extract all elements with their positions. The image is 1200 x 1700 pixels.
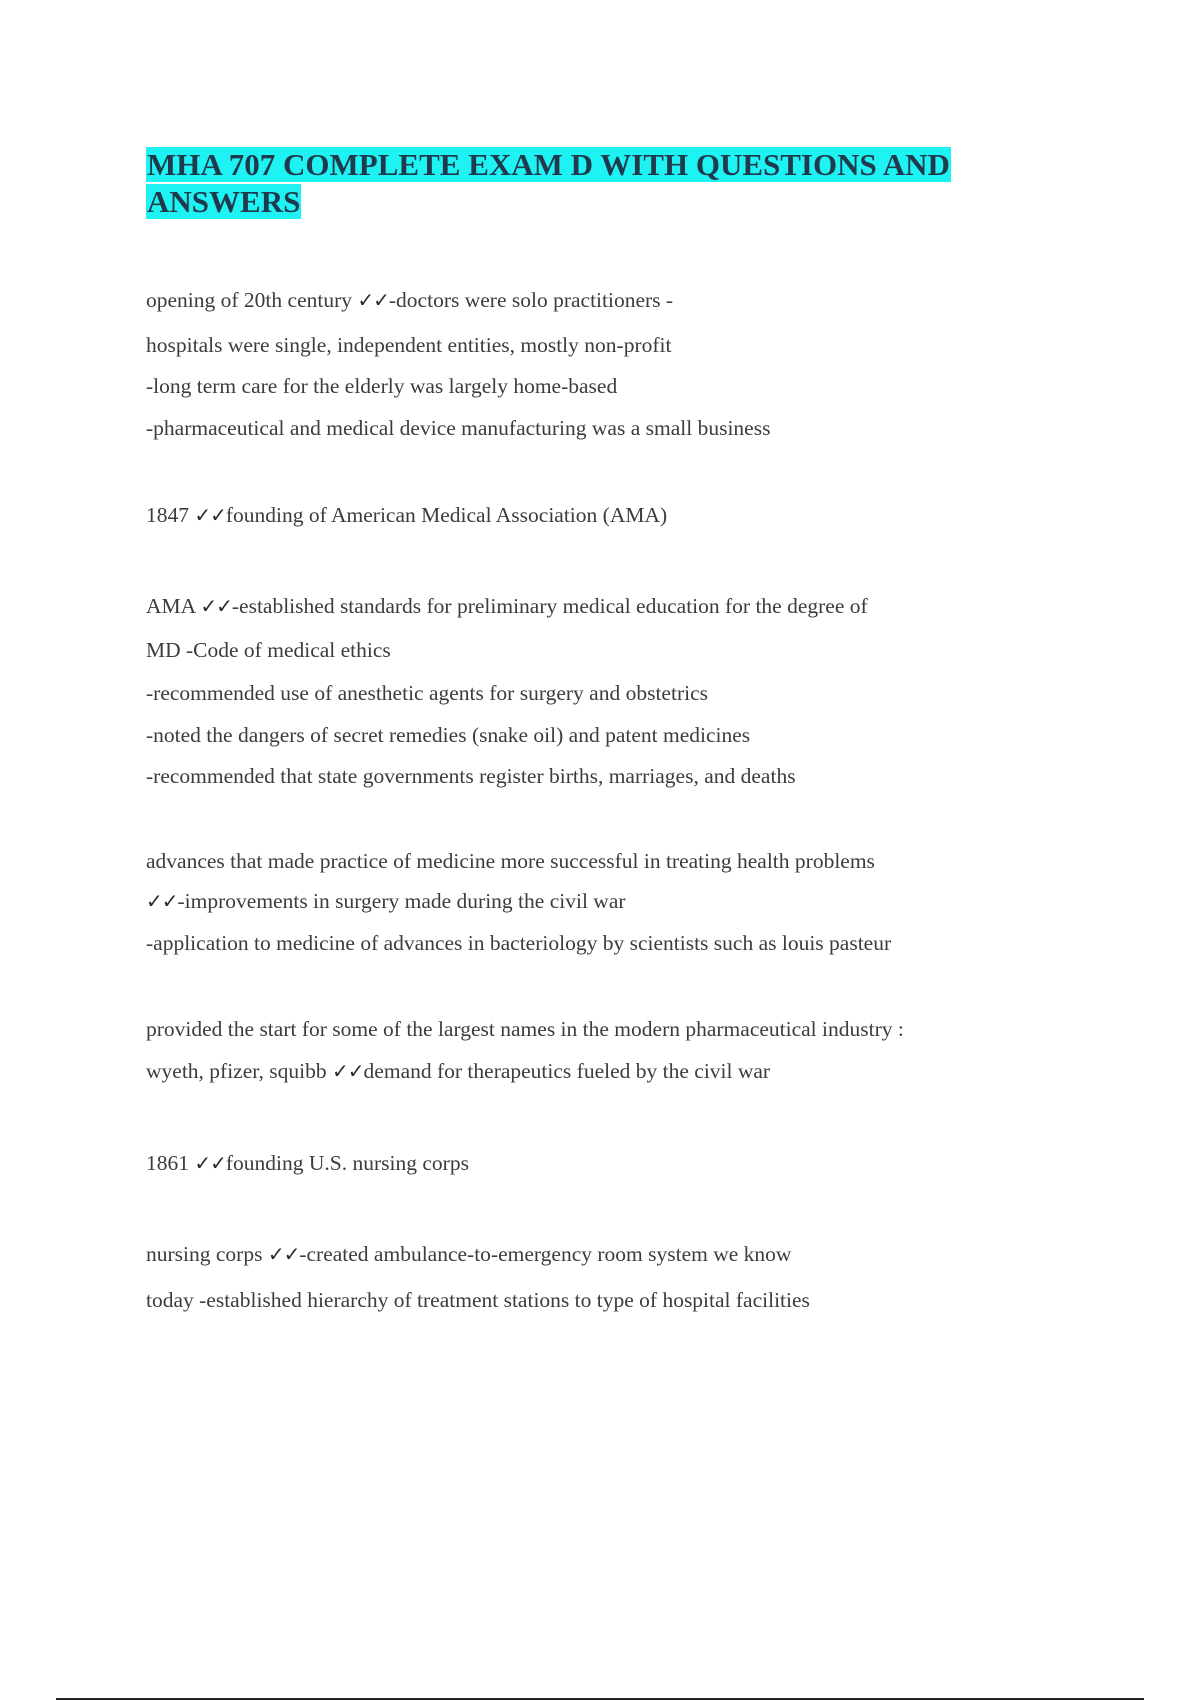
- entry-7-line-2: today -established hierarchy of treatment stations to type of hospital facilities: [146, 1288, 810, 1312]
- entry-7-line-1: nursing corps ✓✓-created ambulance-to-emergency room system we know: [146, 1242, 792, 1266]
- entry-5-line-1: provided the start for some of the largest names in the modern pharmaceutical industry :: [146, 1017, 904, 1041]
- entry-3-line-3: -recommended use of anesthetic agents for surgery and obstetrics: [146, 681, 708, 705]
- entry-6-line-1: 1861 ✓✓founding U.S. nursing corps: [146, 1151, 469, 1175]
- entry-1-line-4: -pharmaceutical and medical device manufacturing was a small business: [146, 416, 771, 440]
- double-check-icon: ✓✓: [194, 1151, 226, 1175]
- entry-1-line-3: -long term care for the elderly was largely home-based: [146, 374, 618, 398]
- entry-4-line-3: -application to medicine of advances in bacteriology by scientists such as louis pasteur: [146, 931, 892, 955]
- entry-3-line-1: AMA ✓✓-established standards for preliminary medical education for the degree of: [146, 594, 868, 618]
- title-highlight: MHA 707 COMPLETE EXAM D WITH QUESTIONS AND ANSWERS: [147, 147, 950, 219]
- double-check-icon: ✓✓: [332, 1059, 364, 1083]
- entry-3-line-2: MD -Code of medical ethics: [146, 638, 391, 662]
- double-check-icon: ✓✓: [267, 1242, 300, 1266]
- document-title: [146, 146, 1026, 220]
- entry-4-line-1: advances that made practice of medicine more successful in treating health problems: [146, 849, 875, 873]
- double-check-icon: ✓✓: [194, 503, 226, 527]
- entry-5-line-2: wyeth, pfizer, squibb ✓✓demand for therapeutics fueled by the civil war: [146, 1059, 771, 1083]
- entry-4-line-2: ✓✓-improvements in surgery made during the civil war: [146, 889, 626, 913]
- double-check-icon: ✓✓: [200, 594, 232, 618]
- entry-3-line-4: -noted the dangers of secret remedies (snake oil) and patent medicines: [146, 723, 751, 747]
- entry-3-line-5: -recommended that state governments register births, marriages, and deaths: [146, 764, 796, 788]
- double-check-icon: ✓✓: [357, 288, 389, 312]
- entry-1-line-1: opening of 20th century ✓✓-doctors were solo practitioners -: [146, 288, 674, 312]
- entry-2-line-1: 1847 ✓✓founding of American Medical Association (AMA): [146, 503, 668, 527]
- entry-1-line-2: hospitals were single, independent entities, mostly non-profit: [146, 333, 672, 357]
- double-check-icon: ✓✓: [146, 889, 178, 913]
